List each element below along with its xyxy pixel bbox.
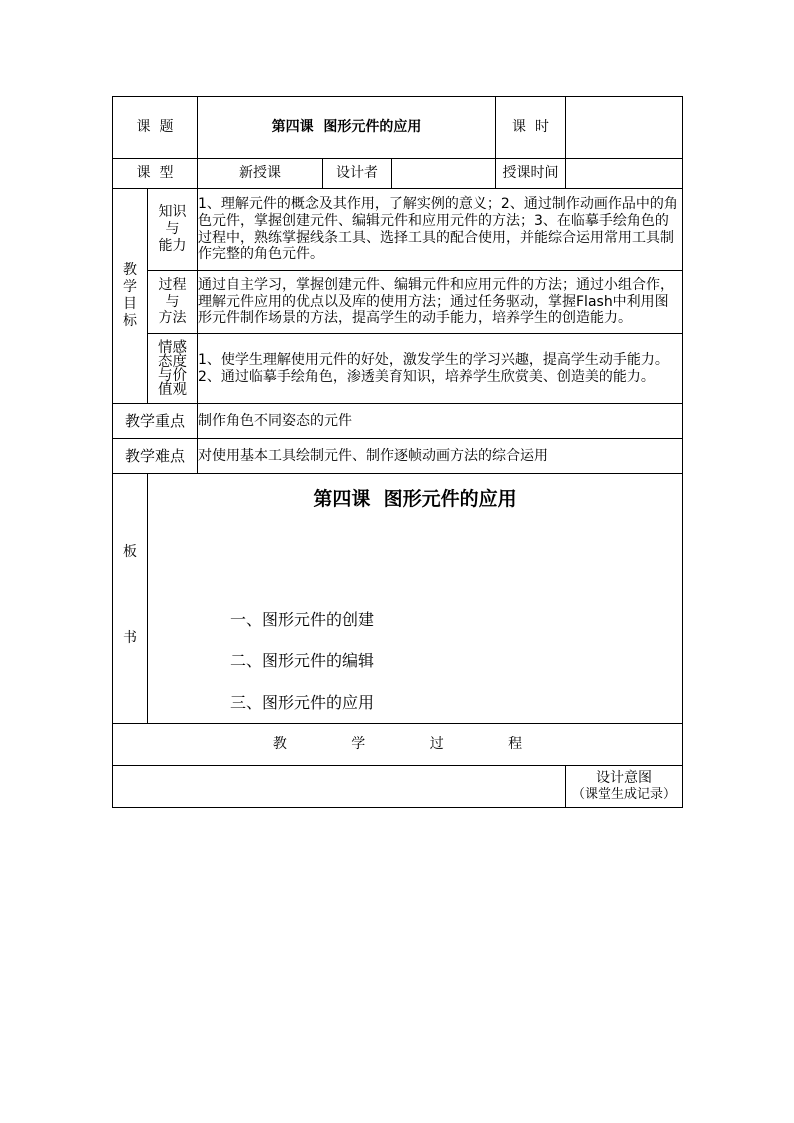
key-point-label xyxy=(113,404,198,439)
key-point-label-text: 教学重点 xyxy=(124,412,185,430)
process-method-text-content: 通过自主学习，掌握创建元件、编辑元件和应用元件的方法；通过小组合作，理解元件应用的优点以及库的使用方法；通过任务驱动，掌握Flash中利用图形元件制作场景的方法，提高学生的动手能力，培养学生的创造能力。 xyxy=(198,276,674,327)
objective-knowledge-row xyxy=(113,189,683,271)
board-label-char: 板 xyxy=(123,544,137,560)
type-value xyxy=(198,159,323,189)
objective-attitude-row xyxy=(113,334,683,404)
designer-value xyxy=(392,159,496,189)
period-label-text: 课 时 xyxy=(512,119,549,136)
meta-row xyxy=(113,159,683,189)
attitude-label-line: 情感 xyxy=(158,339,187,356)
design-intent-row xyxy=(113,766,683,808)
knowledge-label xyxy=(148,189,198,271)
knowledge-text xyxy=(198,189,683,271)
process-method-label-line: 与 xyxy=(165,293,180,310)
process-heading-char: 程 xyxy=(508,736,523,753)
type-value-text: 新授课 xyxy=(239,165,281,182)
time-value xyxy=(566,159,683,189)
process-method-text xyxy=(198,271,683,334)
board-item xyxy=(230,651,374,670)
type-label xyxy=(113,159,198,189)
designer-label-text: 设计者 xyxy=(336,165,378,182)
objectives-label-char: 目 xyxy=(123,296,137,312)
attitude-label-line: 值观 xyxy=(158,381,187,398)
difficulty-text-content: 对使用基本工具绘制元件、制作逐帧动画方法的综合运用 xyxy=(198,447,548,464)
attitude-label xyxy=(148,334,198,404)
board-item-text: 三、图形元件的应用 xyxy=(230,693,375,712)
board-item xyxy=(230,610,374,629)
objectives-label-char: 学 xyxy=(123,279,137,296)
process-method-label xyxy=(148,271,198,334)
attitude-text xyxy=(198,334,683,404)
board-row xyxy=(113,474,683,724)
board-item xyxy=(230,693,374,712)
board-title xyxy=(148,488,682,511)
objectives-label-char: 教 xyxy=(123,262,137,279)
attitude-label-line: 态度 xyxy=(158,353,187,370)
teaching-process-heading xyxy=(113,724,683,766)
attitude-label-line: 与价 xyxy=(158,367,187,384)
process-method-label-line: 方法 xyxy=(158,310,187,327)
board-title-text: 第四课 图形元件的应用 xyxy=(313,488,517,510)
objective-process-row xyxy=(113,271,683,334)
process-content-cell xyxy=(113,766,566,808)
attitude-text-line: 1、使学生理解使用元件的好处，激发学生的学习兴趣，提高学生动手能力。 xyxy=(198,351,669,368)
lesson-title xyxy=(198,97,496,159)
difficulty-label-text: 教学难点 xyxy=(124,447,185,465)
key-point-row xyxy=(113,404,683,439)
type-label-text: 课 型 xyxy=(136,165,174,182)
board-item-text: 二、图形元件的编辑 xyxy=(230,651,375,670)
board-item-text: 一、图形元件的创建 xyxy=(230,610,375,629)
lesson-title-text: 第四课 图形元件的应用 xyxy=(271,119,422,136)
period-label xyxy=(496,97,566,159)
lesson-plan-table xyxy=(112,96,683,808)
attitude-text-line: 2、通过临摹手绘角色，渗透美育知识，培养学生欣赏美、创造美的能力。 xyxy=(198,368,655,385)
knowledge-label-line: 知识 xyxy=(158,204,187,221)
teaching-process-row xyxy=(113,724,683,766)
topic-label-text: 课 题 xyxy=(136,119,174,136)
design-intent-cell xyxy=(566,766,683,808)
process-heading-char: 过 xyxy=(429,736,444,753)
time-label-text: 授课时间 xyxy=(502,165,559,182)
process-heading-char: 教 xyxy=(272,736,287,753)
knowledge-label-line: 能力 xyxy=(158,237,187,254)
period-value xyxy=(566,97,683,159)
designer-label xyxy=(323,159,392,189)
time-label xyxy=(496,159,566,189)
objectives-group-label xyxy=(113,189,148,404)
objectives-label-char: 标 xyxy=(123,312,137,329)
difficulty-label xyxy=(113,439,198,474)
board-label xyxy=(113,474,148,724)
process-method-label-line: 过程 xyxy=(158,276,187,293)
key-point-text xyxy=(198,404,683,439)
process-heading-char: 学 xyxy=(351,736,366,753)
topic-row xyxy=(113,97,683,159)
design-intent-sub: （课堂生成记录） xyxy=(571,787,676,803)
board-content xyxy=(148,474,683,724)
design-intent-label: 设计意图 xyxy=(596,770,652,787)
knowledge-text-content: 1、理解元件的概念及其作用，了解实例的意义；2、通过制作动画作品中的角色元件，掌握创建元件、编辑元件和应用元件的方法；3、在临摹手绘角色的过程中，熟练掌握线条工具、选择工具的配合使用，并能综合运用常用工具制作完整的角色元件。 xyxy=(198,195,678,263)
difficulty-row xyxy=(113,439,683,474)
knowledge-label-line: 与 xyxy=(165,221,180,238)
difficulty-text xyxy=(198,439,683,474)
topic-label xyxy=(113,97,198,159)
key-point-text-content: 制作角色不同姿态的元件 xyxy=(198,412,352,429)
board-label-char: 书 xyxy=(123,630,137,646)
